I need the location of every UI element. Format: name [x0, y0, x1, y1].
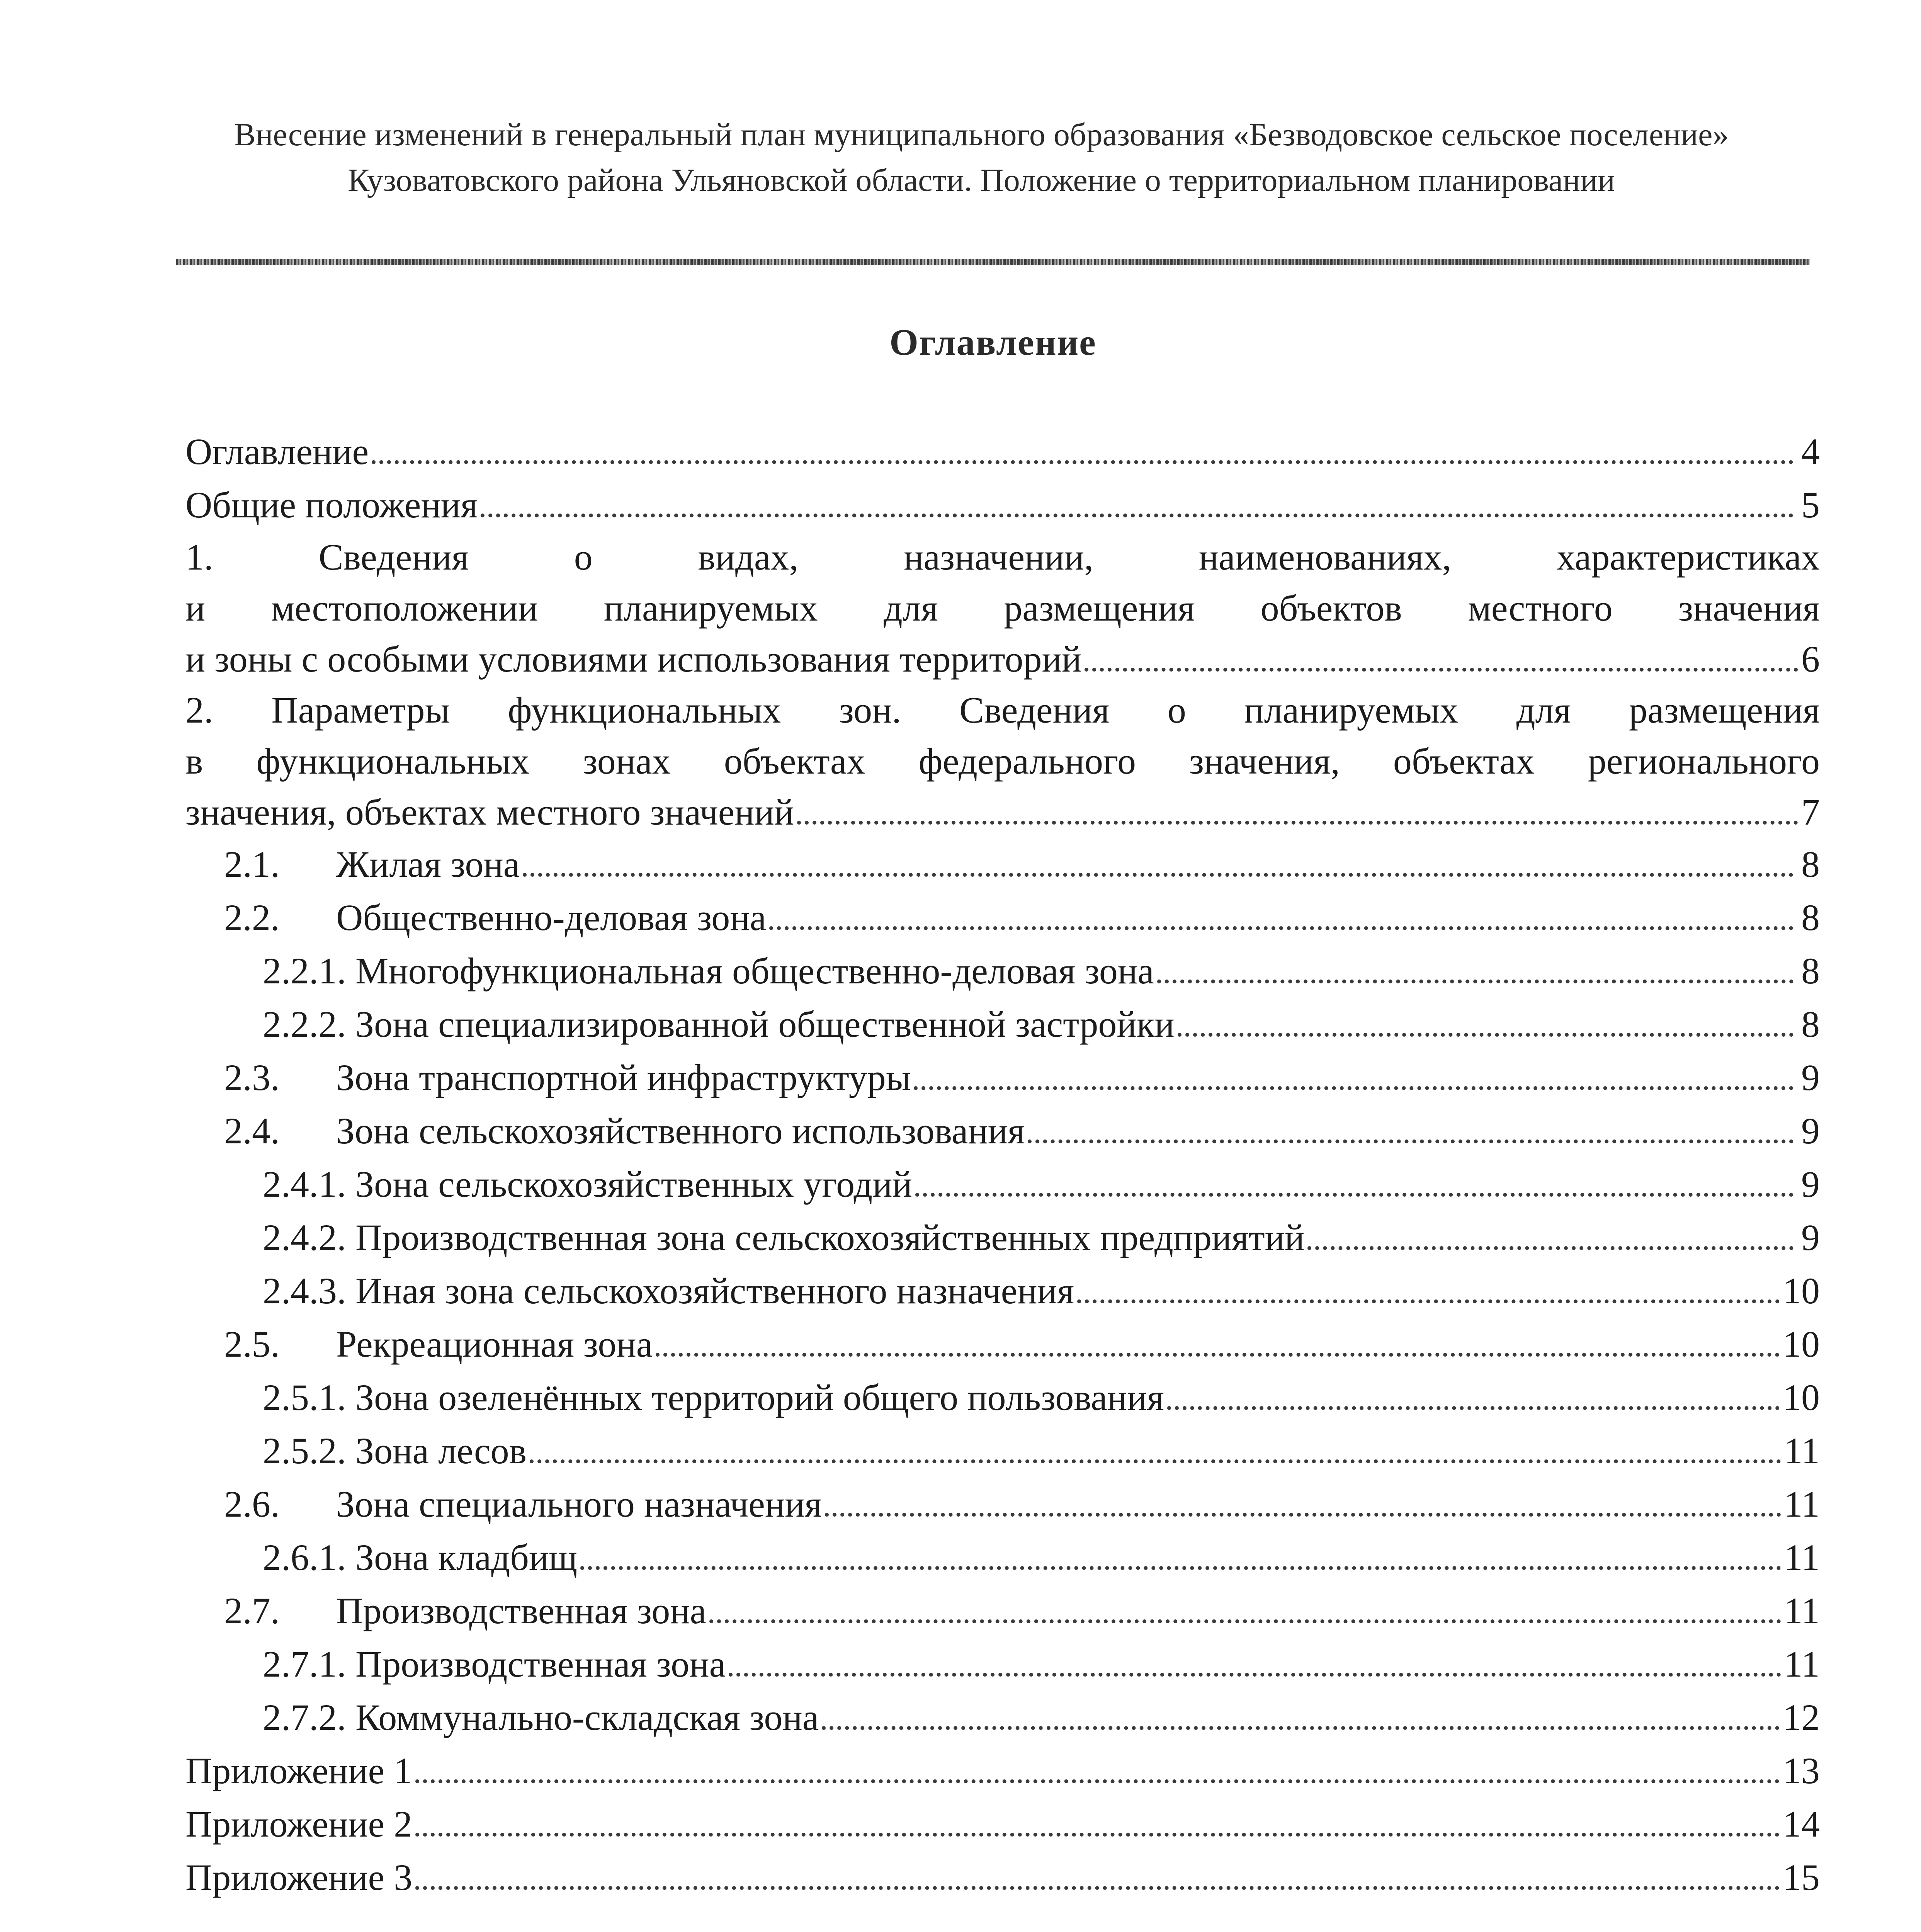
toc-entry-section-2[interactable] — [185, 685, 1820, 838]
toc-entry[interactable] — [185, 1424, 1820, 1478]
toc-entry-title: Многофункциональная общественно-деловая зона — [355, 950, 1154, 992]
toc-entry-page: 9 — [1801, 1110, 1820, 1151]
toc-entry[interactable] — [185, 1104, 1820, 1158]
toc-entry[interactable] — [185, 891, 1820, 944]
dot-leader — [415, 1779, 1780, 1783]
toc-entry-page: 9 — [1801, 1163, 1820, 1205]
dot-leader — [822, 1726, 1780, 1730]
dot-leader — [1307, 1246, 1794, 1250]
toc-section-2-line-2: в функциональных зонах объектах федерального значения, объектах регионального — [185, 740, 1820, 782]
toc-entry-page: 10 — [1783, 1377, 1820, 1418]
toc-entry-section-1[interactable] — [185, 532, 1820, 685]
toc-entry[interactable] — [185, 1478, 1820, 1531]
toc-entry[interactable] — [185, 1264, 1820, 1318]
toc-entry[interactable] — [185, 944, 1820, 998]
toc-entry[interactable] — [185, 1371, 1820, 1424]
toc-entry-title: Коммунально-складская зона — [355, 1697, 819, 1738]
toc-entry-page: 8 — [1801, 1003, 1820, 1045]
toc-entry[interactable] — [185, 1798, 1820, 1851]
dot-leader — [415, 1886, 1780, 1890]
toc-section-1-line-2: и местоположении планируемых для размещения объектов местного значения — [185, 587, 1820, 629]
toc-section-1-line-1: 1. Сведения о видах, назначении, наименованиях, характеристиках — [185, 536, 1820, 578]
toc-entry-number: 2.4.2. — [263, 1217, 346, 1258]
toc-entry-page: 14 — [1783, 1803, 1820, 1845]
toc-entry-title: Производственная зона сельскохозяйственных предприятий — [355, 1217, 1305, 1258]
dot-leader — [580, 1566, 1781, 1570]
dot-leader — [729, 1673, 1781, 1677]
toc-entry-title: Иная зона сельскохозяйственного назначения — [355, 1270, 1074, 1311]
toc-entry-number: 2.4.1. — [263, 1163, 346, 1205]
toc-entry-number: 2.5. — [224, 1323, 280, 1365]
toc-section-2-line-3: значения, объектах местного значений — [185, 791, 794, 833]
toc-entry[interactable] — [185, 1211, 1820, 1264]
toc-section-2-line-1: 2. Параметры функциональных зон. Сведения о планируемых для размещения — [185, 689, 1820, 731]
toc-entry-page: 9 — [1801, 1217, 1820, 1258]
toc-entry[interactable] — [185, 838, 1820, 891]
toc-entry-number: 2.4. — [224, 1110, 280, 1151]
toc-entry[interactable] — [185, 1851, 1820, 1904]
dot-leader — [825, 1513, 1781, 1517]
toc-entry-number: 2.2.2. — [263, 1003, 346, 1045]
toc-heading: Оглавление — [889, 321, 1096, 363]
toc-entry-number: 2.7. — [224, 1590, 280, 1631]
toc-entry-page: 9 — [1801, 1057, 1820, 1098]
toc-entry-number: 2.7.1. — [263, 1643, 346, 1685]
toc-entry-number: 2.2. — [224, 897, 280, 938]
toc-entry[interactable] — [185, 425, 1820, 478]
header-divider — [176, 259, 1810, 265]
dot-leader — [914, 1086, 1794, 1090]
toc-entry-page: 4 — [1801, 431, 1820, 472]
toc-entry-page: 11 — [1784, 1483, 1820, 1525]
toc-entry-page: 8 — [1801, 897, 1820, 938]
toc-entry-title: Оглавление — [185, 431, 369, 472]
toc-entry-number: 2.7.2. — [263, 1697, 346, 1738]
toc-entry-page: 11 — [1784, 1430, 1820, 1471]
toc-entry-page: 8 — [1801, 844, 1820, 885]
toc-entry-page: 12 — [1783, 1697, 1820, 1738]
dot-leader — [481, 514, 1794, 517]
toc-entry[interactable] — [185, 1744, 1820, 1798]
toc-entry-number: 2.5.2. — [263, 1430, 346, 1471]
toc-entry-number: 2.1. — [224, 844, 280, 885]
dot-leader — [1178, 1033, 1794, 1037]
toc-entry-number: 2.5.1. — [263, 1377, 346, 1418]
toc-entry-title: Производственная зона — [336, 1590, 707, 1631]
toc-section-1-line-3: и зоны с особыми условиями использования территорий — [185, 638, 1082, 680]
toc-entry-title: Зона специального назначения — [336, 1483, 822, 1525]
toc-entry-title: Зона специализированной общественной застройки — [355, 1003, 1175, 1045]
toc-entry-number: 2.4.3. — [263, 1270, 346, 1311]
toc-entry-title: Зона сельскохозяйственных угодий — [355, 1163, 912, 1205]
dot-leader — [415, 1833, 1780, 1837]
dot-leader — [797, 821, 1798, 825]
toc-entry-title: Зона транспортной инфраструктуры — [336, 1057, 911, 1098]
toc-entry-title: Жилая зона — [336, 844, 520, 885]
toc-entry-title: Рекреационная зона — [336, 1323, 653, 1365]
toc-entry-title: Общие положения — [185, 484, 478, 526]
toc-entry[interactable] — [185, 1318, 1820, 1371]
dot-leader — [1085, 668, 1798, 672]
toc-entry-page: 8 — [1801, 950, 1820, 992]
toc-entry-title: Зона сельскохозяйственного использования — [336, 1110, 1025, 1151]
toc-entry-number: 2.6. — [224, 1483, 280, 1525]
dot-leader — [1167, 1406, 1780, 1410]
dot-leader — [709, 1619, 1781, 1623]
toc-entry[interactable] — [185, 1691, 1820, 1744]
toc-entry[interactable] — [185, 998, 1820, 1051]
dot-leader — [1077, 1299, 1780, 1303]
toc-entry-title: Зона лесов — [355, 1430, 527, 1471]
toc-entry-number: 2.6.1. — [263, 1537, 346, 1578]
dot-leader — [523, 873, 1794, 877]
toc-entry[interactable] — [185, 478, 1820, 532]
toc-entry-title: Приложение 3 — [185, 1857, 413, 1898]
toc-entry[interactable] — [185, 1158, 1820, 1211]
toc-entry-page: 15 — [1783, 1857, 1820, 1898]
toc-entry-page: 10 — [1783, 1270, 1820, 1311]
toc-entry-title: Приложение 2 — [185, 1803, 413, 1845]
toc-entry-title: Общественно-деловая зона — [336, 897, 767, 938]
dot-leader — [656, 1353, 1780, 1357]
toc-entry-page: 11 — [1784, 1537, 1820, 1578]
dot-leader — [915, 1193, 1794, 1197]
toc-entry-page: 6 — [1801, 638, 1820, 680]
dot-leader — [372, 460, 1794, 464]
toc-entry-title: Производственная зона — [355, 1643, 726, 1685]
toc-entry-page: 13 — [1783, 1750, 1820, 1791]
toc-entry-number: 2.3. — [224, 1057, 280, 1098]
toc-entry[interactable] — [185, 1051, 1820, 1104]
toc-entry-page: 5 — [1801, 484, 1820, 526]
toc-entry-title: Приложение 1 — [185, 1750, 413, 1791]
toc-entry-page: 11 — [1784, 1643, 1820, 1685]
dot-leader — [1157, 980, 1794, 983]
header-text: Внесение изменений в генеральный план муниципального образования «Безводовское сельское поселение» Кузоватовского района Ульяновской области. Положение о территориальном планировании — [234, 117, 1729, 198]
toc-entry-title: Зона озеленённых территорий общего пользования — [355, 1377, 1164, 1418]
dot-leader — [769, 926, 1794, 930]
toc-entry[interactable] — [185, 1584, 1820, 1638]
dot-leader — [530, 1459, 1781, 1463]
toc-entry-title: Зона кладбищ — [355, 1537, 578, 1578]
toc-entry[interactable] — [185, 1531, 1820, 1584]
toc-entry-number: 2.2.1. — [263, 950, 346, 992]
table-of-contents — [185, 425, 1820, 1904]
toc-entry-page: 7 — [1801, 791, 1820, 833]
dot-leader — [1028, 1139, 1794, 1143]
toc-entry-page: 11 — [1784, 1590, 1820, 1631]
toc-entry[interactable] — [185, 1638, 1820, 1691]
toc-entry-page: 10 — [1783, 1323, 1820, 1365]
page-header — [182, 112, 1781, 203]
